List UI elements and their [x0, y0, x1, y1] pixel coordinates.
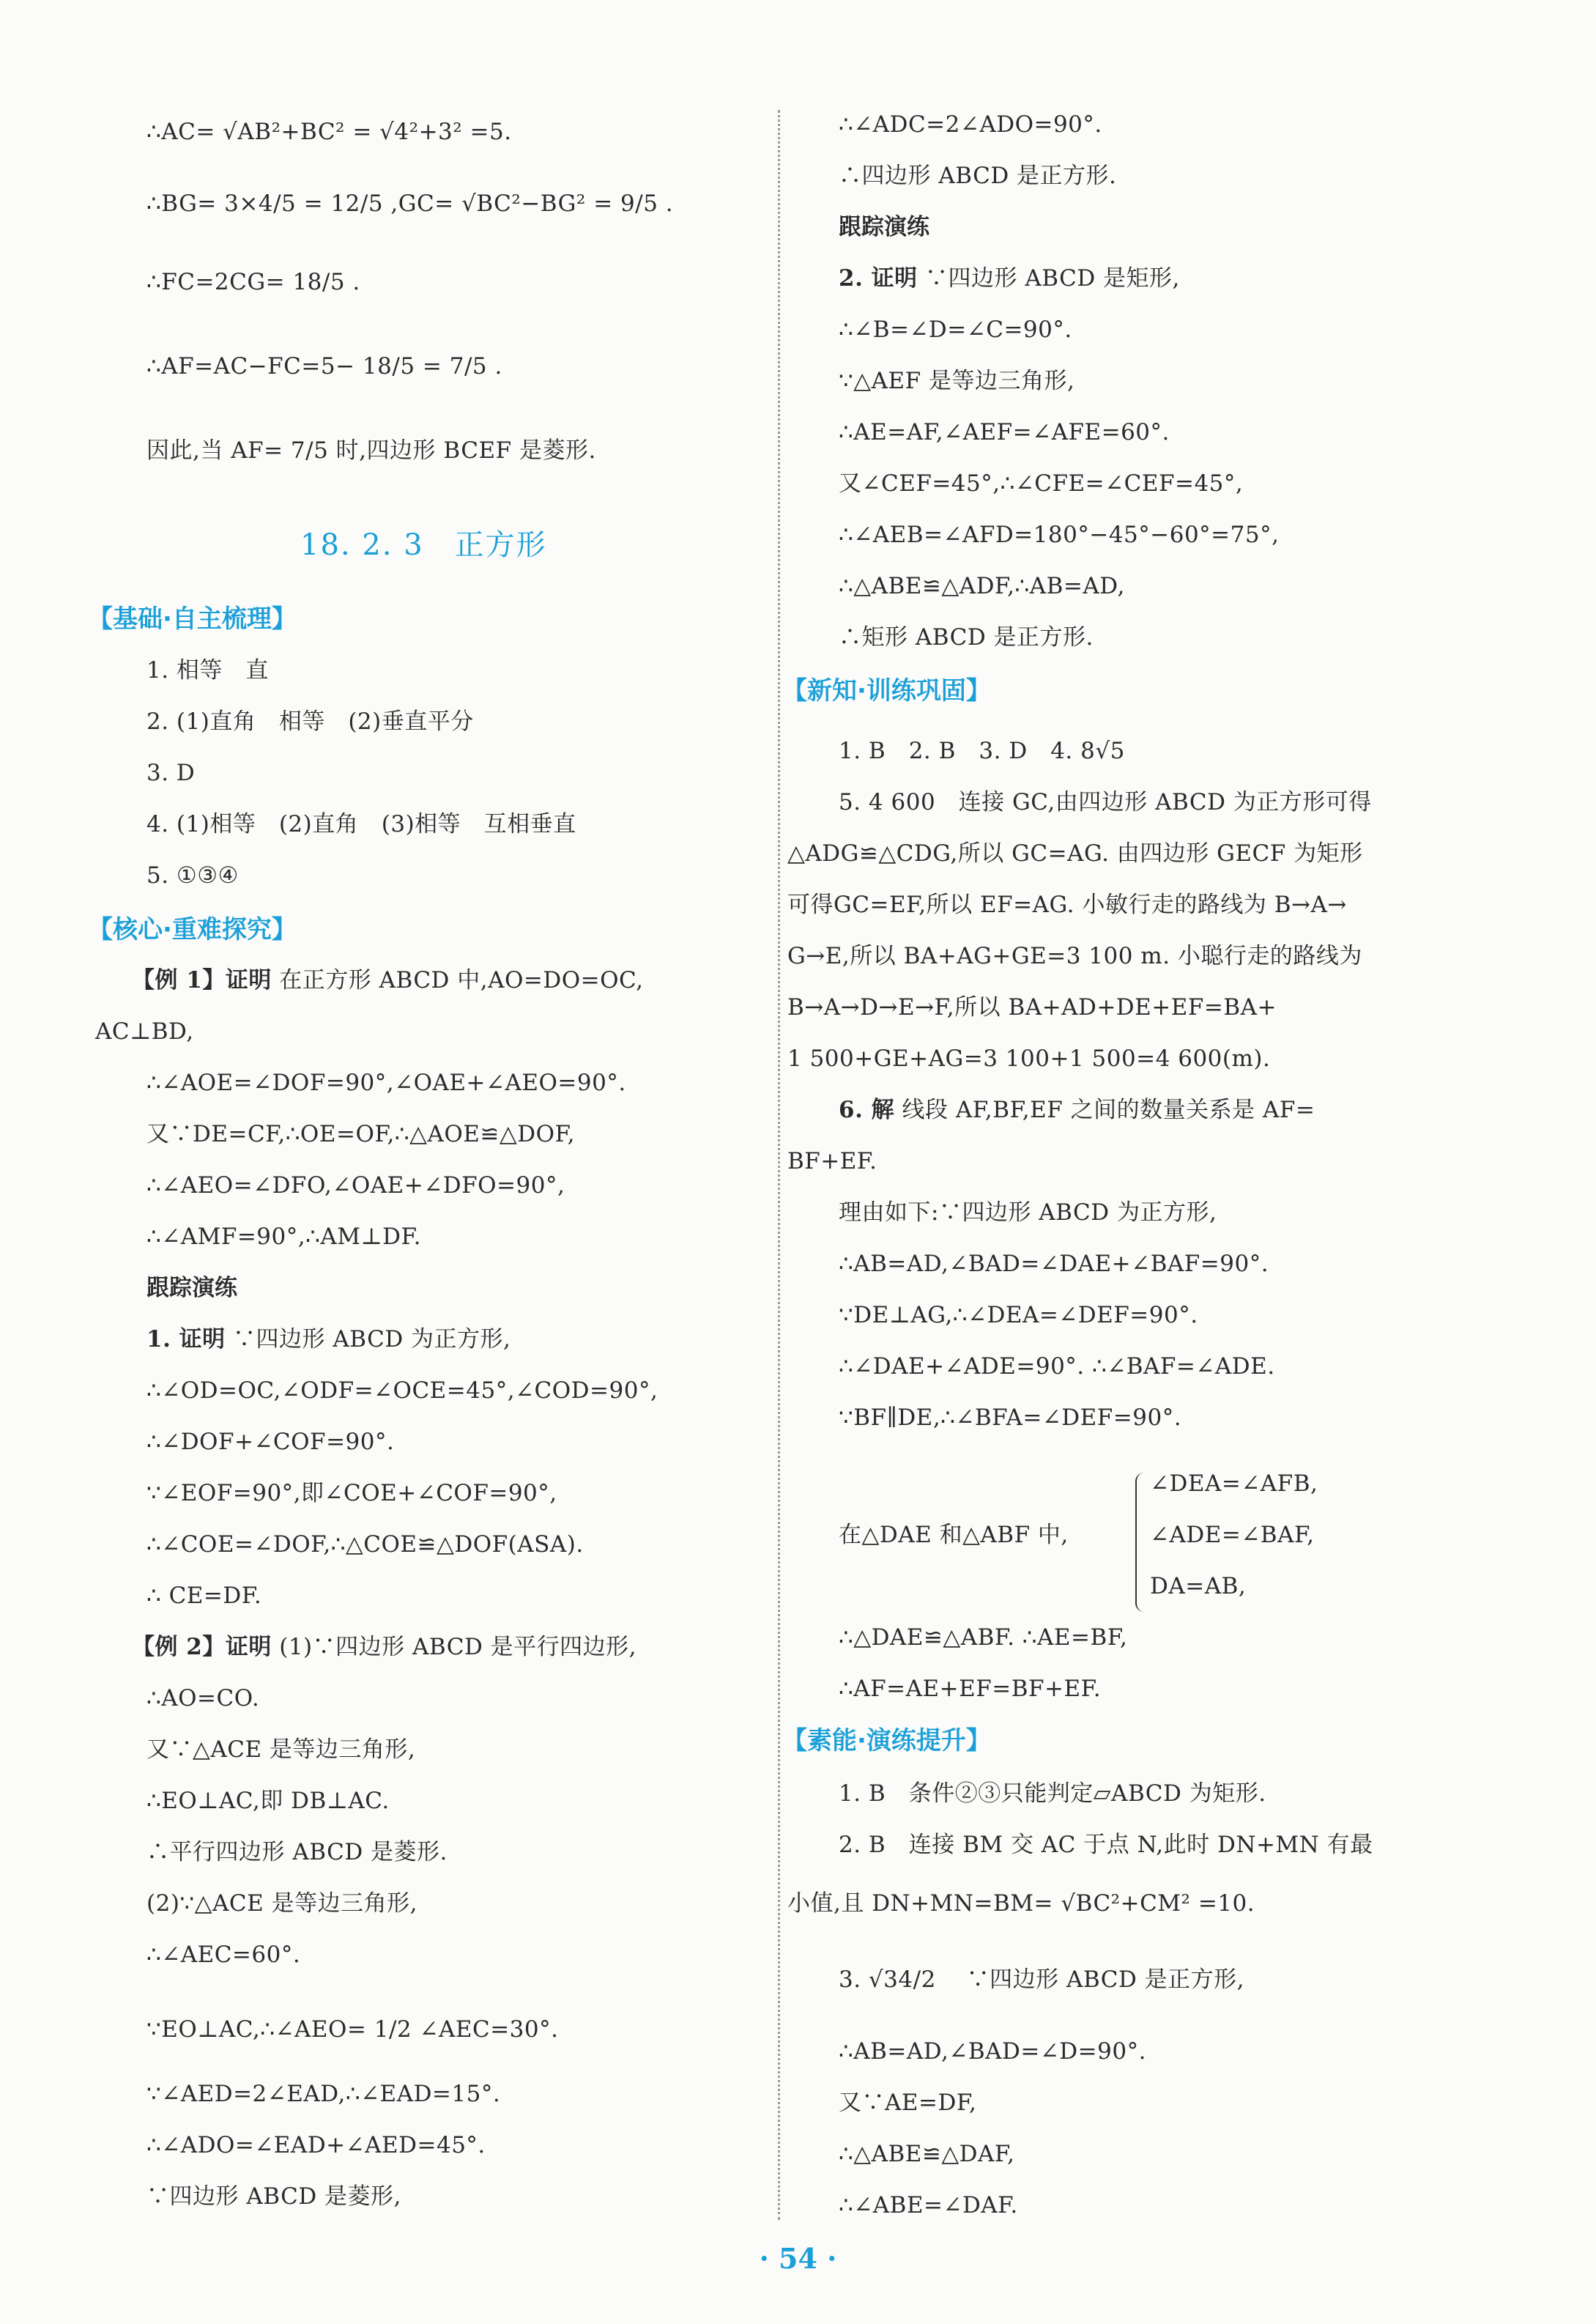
text-line: ∵△AEF 是等边三角形,: [839, 368, 1075, 394]
text-line: ∵EO⊥AC,∴∠AEO= 1/2 ∠AEC=30°.: [146, 2016, 559, 2043]
answer-line: 1. B 2. B 3. D 4. 8√5: [839, 738, 1125, 764]
text-line: ∴AE=AF,∠AEF=∠AFE=60°.: [839, 419, 1170, 445]
system-equation: DA=AB,: [1150, 1573, 1247, 1599]
tracking-1-first-line: [146, 1325, 511, 1354]
text-line: ∴EO⊥AC,即 DB⊥AC.: [146, 1788, 390, 1814]
system-equation: ∠ADE=∠BAF,: [1150, 1522, 1315, 1548]
answer-line: 2. (1)直角 相等 (2)垂直平分: [146, 708, 474, 735]
page-number: · 54 ·: [759, 2242, 837, 2275]
text-line: 又∵DE=CF,∴OE=OF,∴△AOE≌△DOF,: [146, 1121, 576, 1147]
text-line: ∵四边形 ABCD 是菱形,: [146, 2183, 401, 2210]
tracking-1-text: ∵四边形 ABCD 为正方形,: [225, 1326, 511, 1352]
text-line: ∴FC=2CG= 18/5 .: [146, 269, 360, 295]
system-equation: ∠DEA=∠AFB,: [1150, 1470, 1318, 1497]
text-line: 因此,当 AF= 7/5 时,四边形 BCEF 是菱形.: [146, 437, 596, 464]
text-line: ∴平行四边形 ABCD 是菱形.: [146, 1839, 448, 1865]
text-line: ∵∠AED=2∠EAD,∴∠EAD=15°.: [146, 2081, 501, 2107]
answer-line: 5. ①③④: [146, 862, 239, 889]
text-line: ∵DE⊥AG,∴∠DEA=∠DEF=90°.: [839, 1302, 1198, 1328]
text-line: 5. 4 600 连接 GC,由四边形 ABCD 为正方形可得: [839, 789, 1372, 815]
subhead-tracking: 跟踪演练: [839, 214, 929, 240]
text-line: (2)∵△ACE 是等边三角形,: [146, 1890, 417, 1917]
text-line: 理由如下:∵四边形 ABCD 为正方形,: [839, 1199, 1217, 1226]
text-line: ∴∠AMF=90°,∴AM⊥DF.: [146, 1224, 422, 1250]
text-line: ∵∠EOF=90°,即∠COE+∠COF=90°,: [146, 1480, 557, 1506]
text-line: ∴∠AEO=∠DFO,∠OAE+∠DFO=90°,: [146, 1172, 565, 1199]
text-line: ∴∠ADO=∠EAD+∠AED=45°.: [146, 2132, 486, 2158]
tracking-2-text: ∵四边形 ABCD 是矩形,: [917, 265, 1180, 292]
section-title: 18. 2. 3 正方形: [300, 528, 547, 562]
text-line: ∴∠COE=∠DOF,∴△COE≌△DOF(ASA).: [146, 1531, 584, 1558]
subhead-tracking: 跟踪演练: [146, 1275, 237, 1301]
text-line: ∴△DAE≌△ABF. ∴AE=BF,: [839, 1624, 1128, 1651]
example-1-first-line: [132, 966, 644, 995]
text-line: ∴AF=AC−FC=5− 18/5 = 7/5 .: [146, 353, 502, 380]
text-line: 可得GC=EF,所以 EF=AG. 小敏行走的路线为 B→A→: [787, 892, 1347, 918]
example-2-first-line: [132, 1632, 636, 1662]
example-1-label: 【例 1】证明: [132, 967, 272, 993]
answer-6-label: 6. 解: [839, 1097, 895, 1123]
example-1-text: 在正方形 ABCD 中,AO=DO=OC,: [271, 967, 644, 993]
text-line: ∴AB=AD,∠BAD=∠D=90°.: [839, 2038, 1146, 2065]
text-line: ∴四边形 ABCD 是正方形.: [839, 163, 1117, 189]
text-line: ∴AO=CO.: [146, 1685, 260, 1711]
text-line: ∵BF∥DE,∴∠BFA=∠DEF=90°.: [839, 1405, 1182, 1431]
system-brace: [1135, 1473, 1147, 1612]
heading-skill: 【素能·演练提升】: [782, 1726, 991, 1755]
text-line: ∴△ABE≌△DAF,: [839, 2141, 1015, 2167]
text-line: 又∠CEF=45°,∴∠CFE=∠CEF=45°,: [839, 470, 1244, 497]
text-line: ∴AC= √AB²+BC² = √4²+3² =5.: [146, 119, 512, 145]
text-line: ∴AB=AD,∠BAD=∠DAE+∠BAF=90°.: [839, 1251, 1269, 1277]
text-line: 又∵△ACE 是等边三角形,: [146, 1736, 416, 1763]
text-line: ∴∠ABE=∠DAF.: [839, 2192, 1018, 2218]
text-line: △ADG≌△CDG,所以 GC=AG. 由四边形 GECF 为矩形: [787, 840, 1363, 867]
tracking-2-first-line: [839, 264, 1180, 293]
text-line: BF+EF.: [787, 1148, 877, 1174]
text-line: 1 500+GE+AG=3 100+1 500=4 600(m).: [787, 1046, 1271, 1072]
heading-basic: 【基础·自主梳理】: [88, 604, 297, 634]
text-line: 3. √34/2 ∵四边形 ABCD 是正方形,: [839, 1966, 1245, 1993]
text-line: ∴∠DAE+∠ADE=90°. ∴∠BAF=∠ADE.: [839, 1353, 1275, 1380]
text-line: ∴ CE=DF.: [146, 1583, 262, 1609]
text-line: ∴∠AEB=∠AFD=180°−45°−60°=75°,: [839, 522, 1280, 548]
example-2-label: 【例 2】证明: [132, 1634, 272, 1660]
answer-6-first-line: [839, 1095, 1315, 1125]
text-line: ∴矩形 ABCD 是正方形.: [839, 624, 1094, 651]
text-line: G→E,所以 BA+AG+GE=3 100 m. 小聪行走的路线为: [787, 943, 1362, 969]
tracking-2-label: 2. 证明: [839, 265, 918, 292]
text-line: 1. B 条件②③只能判定▱ABCD 为矩形.: [839, 1780, 1266, 1807]
tracking-1-label: 1. 证明: [146, 1326, 226, 1352]
answer-line: 1. 相等 直: [146, 657, 269, 684]
text-line: AC⊥BD,: [95, 1018, 194, 1045]
text-line: 小值,且 DN+MN=BM= √BC²+CM² =10.: [787, 1890, 1255, 1917]
text-line: B→A→D→E→F,所以 BA+AD+DE+EF=BA+: [787, 994, 1277, 1021]
text-line: ∴∠OD=OC,∠ODF=∠OCE=45°,∠COD=90°,: [146, 1377, 658, 1404]
text-line: ∴∠DOF+∠COF=90°.: [146, 1429, 395, 1455]
text-line: ∴△ABE≌△ADF,∴AB=AD,: [839, 573, 1125, 599]
text-line: 2. B 连接 BM 交 AC 于点 N,此时 DN+MN 有最: [839, 1832, 1373, 1858]
heading-core: 【核心·重难探究】: [88, 915, 297, 944]
text-line: ∴∠B=∠D=∠C=90°.: [839, 317, 1072, 343]
text-line: ∴∠AEC=60°.: [146, 1942, 301, 1968]
text-line: ∴AF=AE+EF=BF+EF.: [839, 1676, 1102, 1702]
text-line: ∴BG= 3×4/5 = 12/5 ,GC= √BC²−BG² = 9/5 .: [146, 190, 674, 217]
column-divider: [778, 110, 780, 2220]
text-line: 又∵AE=DF,: [839, 2090, 977, 2116]
answer-line: 4. (1)相等 (2)直角 (3)相等 互相垂直: [146, 811, 576, 837]
text-line: ∴∠ADC=2∠ADO=90°.: [839, 111, 1102, 138]
example-2-text: (1)∵四边形 ABCD 是平行四边形,: [271, 1634, 637, 1660]
text-line: ∴∠AOE=∠DOF=90°,∠OAE+∠AEO=90°.: [146, 1070, 626, 1096]
heading-new: 【新知·训练巩固】: [782, 676, 991, 706]
answer-6-text: 线段 AF,BF,EF 之间的数量关系是 AF=: [894, 1097, 1315, 1123]
answer-line: 3. D: [146, 760, 196, 786]
system-prefix: 在△DAE 和△ABF 中,: [839, 1522, 1069, 1548]
